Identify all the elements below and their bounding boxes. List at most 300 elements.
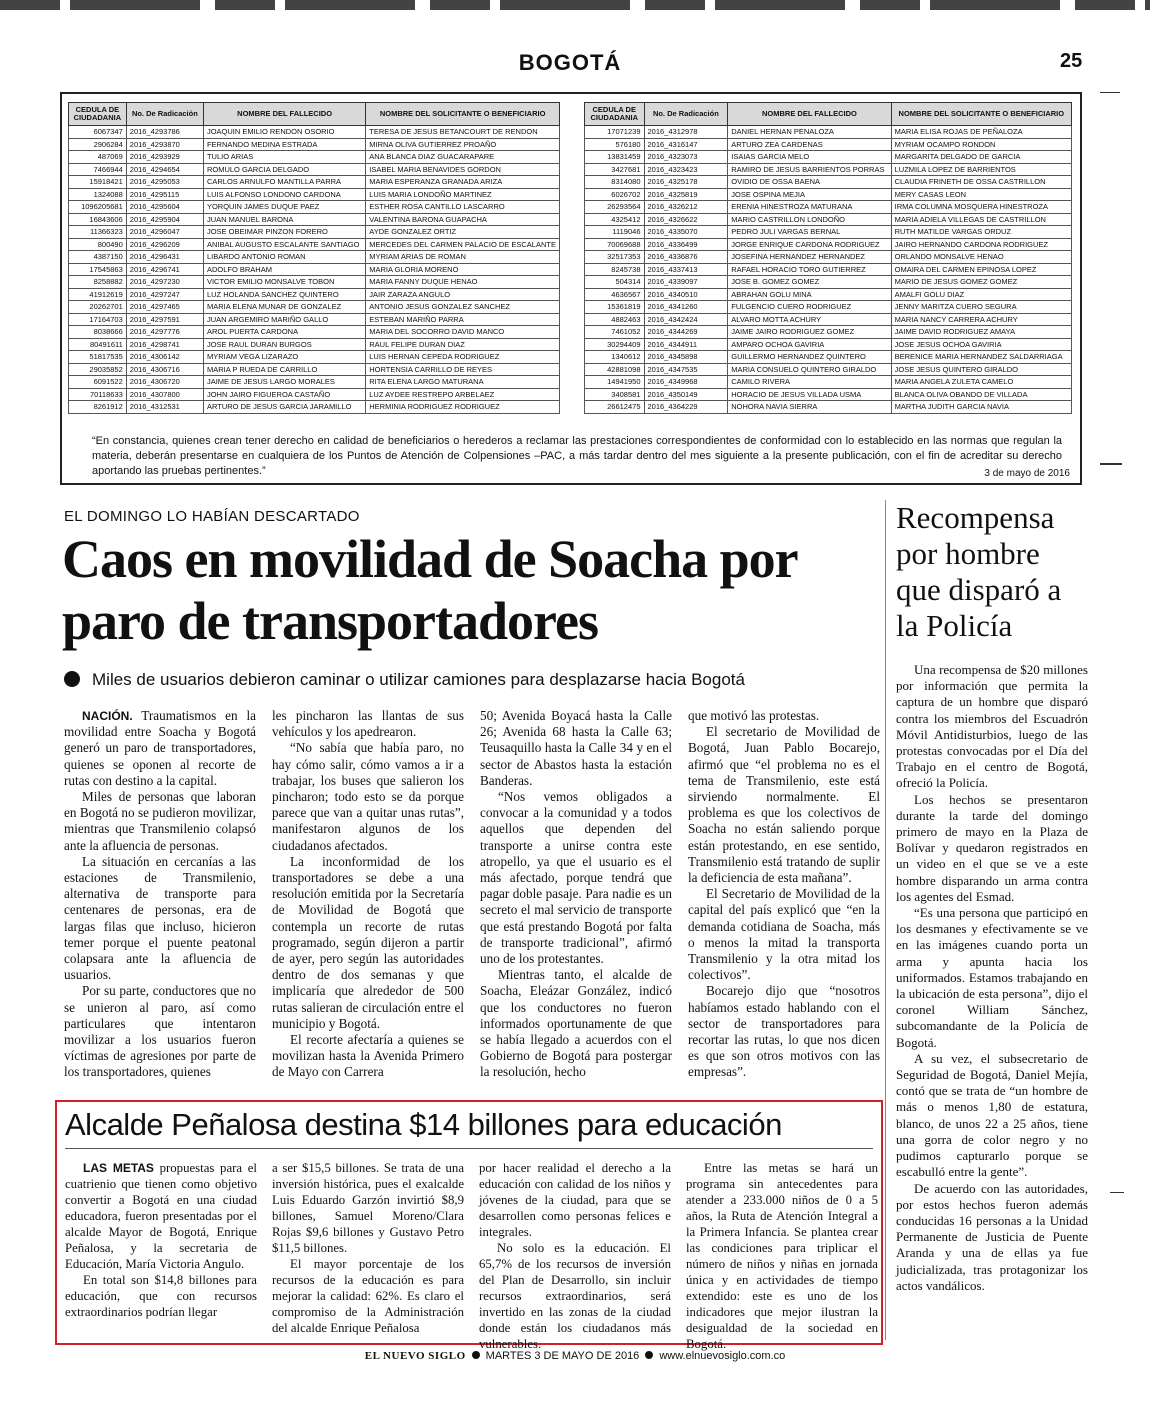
article-deck-text: Miles de usuarios debieron caminar o utilizar camiones para desplazarse hacia Bogotá [92, 670, 745, 689]
table-header-cell: CEDULA DE CIUDADANIA [69, 103, 127, 126]
table-cell: ORLANDO MONSALVE HENAO [891, 251, 1071, 264]
table-cell: ADOLFO BRAHAM [203, 263, 365, 276]
table-row [585, 388, 1072, 401]
table-cell: MARIO CASTRILLON LONDOÑO [728, 213, 891, 226]
table-cell: 2016_4344269 [644, 326, 728, 339]
table-cell: LUZ HOLANDA SANCHEZ QUINTERO [203, 288, 365, 301]
table-cell: 16843606 [69, 213, 127, 226]
table-row [69, 401, 560, 414]
table-row [585, 163, 1072, 176]
table-cell: HORACIO DE JESUS VILLADA USMA [728, 388, 891, 401]
table-cell: MYRIAM OCAMPO RONDON [891, 138, 1071, 151]
table-cell: 2016_4306720 [126, 376, 203, 389]
table-cell: MARIA GLORIA MORENO [366, 263, 560, 276]
table-cell: AYDE GONZALEZ ORTIZ [366, 226, 560, 239]
table-cell: ABRAHAN GOLU MINA [728, 288, 891, 301]
top-masthead-strip [0, 0, 1150, 10]
table-cell: 6026702 [585, 188, 645, 201]
table-cell: 8261912 [69, 401, 127, 414]
table-cell: ARTURO ZEA CARDENAS [728, 138, 891, 151]
table-cell: 7461052 [585, 326, 645, 339]
education-column-3 [479, 1160, 671, 1352]
table-cell: 8258882 [69, 276, 127, 289]
table-row [69, 376, 560, 389]
table-cell: RAFAEL HORACIO TORO GUTIERREZ [728, 263, 891, 276]
table-cell: MIRNA OLIVA GUTIERREZ PROAÑO [366, 138, 560, 151]
paragraph: Una recompensa de $20 millones por información que permita la captura de un hombre que disparó contra los miembros del Escuadrón Móvil Antidisturbios, luego de las protestas convocadas por el Día del Trabajo en el centro de Bogotá, ofreció la Policía. [896, 662, 1088, 791]
table-row [69, 176, 560, 189]
table-cell: 8038666 [69, 326, 127, 339]
table-cell: ISAIAS GARCIA MELO [728, 151, 891, 164]
table-cell: DANIEL HERNAN PENALOZA [728, 126, 891, 139]
table-cell: AMALFI GOLU DIAZ [891, 288, 1071, 301]
table-cell: RAMIRO DE JESUS BARRIENTOS PORRAS [728, 163, 891, 176]
table-cell: LIBARDO ANTONIO ROMAN [203, 251, 365, 264]
table-cell: JAIR ZARAZA ANGULO [366, 288, 560, 301]
table-cell: 2016_4326212 [644, 201, 728, 214]
paragraph-text: que motivó las protestas. [688, 708, 820, 723]
table-cell: 2016_4312531 [126, 401, 203, 414]
table-cell: VALENTINA BARONA GUAPACHA [366, 213, 560, 226]
table-header-cell: No. De Radicación [644, 103, 728, 126]
table-cell: ISABEL MARIA BENAVIDES GORDON [366, 163, 560, 176]
table-cell: LUZMILA LOPEZ DE BARRIENTOS [891, 163, 1071, 176]
table-cell: 2016_4306142 [126, 351, 203, 364]
table-cell: 41912619 [69, 288, 127, 301]
table-cell: MYRIAM ARIAS DE ROMAN [366, 251, 560, 264]
table-cell: FERNANDO MEDINA ESTRADA [203, 138, 365, 151]
table-cell: JOSE OSPINA MEJIA [728, 188, 891, 201]
table-header-cell: NOMBRE DEL FALLECIDO [728, 103, 891, 126]
table-row [585, 363, 1072, 376]
table-cell: 2016_4345898 [644, 351, 728, 364]
table-cell: 2016_4297230 [126, 276, 203, 289]
table-cell: 2016_4323073 [644, 151, 728, 164]
table-cell: 2016_4295904 [126, 213, 203, 226]
paragraph-text: La inconformidad de los transportadores se debe a una resolución emitida por la Secretaría de Movilidad de Bogotá que contempla un recorte de rutas programado, según dijeron a partir de ayer, pero según las autoridades dentro de dos semanas y que implicaría que alrededor de 500 rutas salieran de circulación entre el municipio y Bogotá. [272, 853, 464, 1031]
table-row [69, 288, 560, 301]
table-cell: 11366323 [69, 226, 127, 239]
table-row [69, 351, 560, 364]
table-row [69, 338, 560, 351]
table-cell: JOSEFINA HERNANDEZ HERNANDEZ [728, 251, 891, 264]
paragraph-lead: LAS METAS [83, 1161, 154, 1175]
paragraph: A su vez, el subsecretario de Seguridad de Bogotá, Daniel Mejía, contó que se trata de “un hombre de más o menos 1,80 de estatura, blanco, de unos 22 a 25 años, tiene una gorra de color negro y no pudimos capturarlo porque se escabulló entre la gente”. [896, 1050, 1088, 1180]
table-cell: JOSE B. GOMEZ GOMEZ [728, 276, 891, 289]
paragraph-text: “Nos vemos obligados a convocar a la comunidad y a todos aquellos que dependen del transporte a unirse contra este atropello, ya que el usuario es el más afectado, porque tendrá que pagar doble pasaje. Para nadie es un secreto el mal servicio de transporte que está prestando Bogotá por falta de transporte tradicional”, afirmó uno de los protestantes. [480, 789, 672, 967]
table-cell: CLAUDIA FRINETH DE OSSA CASTRILLON [891, 176, 1071, 189]
table-cell: 26612475 [585, 401, 645, 414]
paragraph-text: El mayor porcentaje de los recursos de la educación es para mejorar la calidad: 62%. Es claro el compromiso de la Administración del alcalde Enrique Peñalosa [272, 1257, 464, 1335]
table-row [585, 401, 1072, 414]
paragraph [479, 1240, 671, 1352]
paragraph [686, 1160, 878, 1352]
table-cell: 1340612 [585, 351, 645, 364]
table-cell: 2016_4312978 [644, 126, 728, 139]
page-footer [0, 1350, 1150, 1362]
education-column-4 [686, 1160, 878, 1352]
table-cell: MARIA NANCY CARRERA ACHURY [891, 313, 1071, 326]
table-cell: TULIO ARIAS [203, 151, 365, 164]
paragraph-text: Por su parte, conductores que no se unieron al paro, así como particulares que intentaron movilizar a los usuarios fueron víctimas de agresiones por parte de los transportadores, quienes [64, 983, 256, 1080]
table-cell: 2906284 [69, 138, 127, 151]
table-cell: 29035852 [69, 363, 127, 376]
table-row [585, 226, 1072, 239]
table-cell: OMAIRA DEL CARMEN EPINOSA LOPEZ [891, 263, 1071, 276]
table-cell: 32517353 [585, 251, 645, 264]
paragraph [272, 1032, 464, 1081]
table-cell: 2016_4325819 [644, 188, 728, 201]
paragraph-text: Miles de personas que laboran en Bogotá no se pudieron movilizar, mientras que Transmilenio colapsó ante la afluencia de personas. [64, 789, 256, 853]
table-row [69, 201, 560, 214]
table-cell: RUTH MATILDE VARGAS ORDUZ [891, 226, 1071, 239]
table-cell: MARGARITA DELGADO DE GARCIA [891, 151, 1071, 164]
table-row [585, 138, 1072, 151]
table-cell: JUAN MANUEL BARONA [203, 213, 365, 226]
table-cell: LUZ AYDEE RESTREPO ARBELAEZ [366, 388, 560, 401]
table-cell: 2016_4297776 [126, 326, 203, 339]
table-row [69, 363, 560, 376]
table-row [585, 338, 1072, 351]
table-row [69, 188, 560, 201]
education-headline: Alcalde Peñalosa destina $14 billones para educación [65, 1107, 782, 1142]
table-cell: 2016_4297247 [126, 288, 203, 301]
table-header-cell: NOMBRE DEL SOLICITANTE O BENEFICIARIO [366, 103, 560, 126]
paragraph-text: Bocarejo dijo que “nosotros habíamos estado hablando con el sector de transportadores para recortar las rutas, lo que nos dicen es que son otros motivos con las empresas”. [688, 983, 880, 1080]
table-row [69, 388, 560, 401]
table-cell: 2016_4316147 [644, 138, 728, 151]
table-cell: LUIS MARIA LONDOÑO MARTINEZ [366, 188, 560, 201]
paragraph-text: El recorte afectaría a quienes se movilizan hasta la Avenida Primero de Mayo con Carrera [272, 1032, 464, 1080]
table-cell: MARIA ESPERANZA GRANADA ARIZA [366, 176, 560, 189]
paragraph-text: 50; Avenida Boyacá hasta la Calle 26; Avenida 68 hasta la Calle 63; Teusaquillo hasta la Calle 34 y en el sector de Abastos hasta la estación Banderas. [480, 708, 672, 788]
side-article-headline: Recompensa por hombre que disparó a la Policía [896, 500, 1062, 643]
paragraph-text: a ser $15,5 billones. Se trata de una inversión histórica, pues el exalcalde Luis Eduardo Garzón invirtió $8,9 billones, Samuel Moreno/Clara Rojas $9,6 billones y Gustavo Petro $11,5 billones. [272, 1161, 464, 1255]
paragraph-lead: NACIÓN. [82, 709, 133, 723]
table-row [69, 326, 560, 339]
table-cell: JAIME DE JESUS LARGO MORALES [203, 376, 365, 389]
table-row [69, 151, 560, 164]
table-cell: 2016_4297591 [126, 313, 203, 326]
table-cell: 13831459 [585, 151, 645, 164]
page-number: 25 [1060, 50, 1083, 72]
table-cell: 8245738 [585, 263, 645, 276]
table-cell: ESTHER ROSA CANTILLO LASCARRO [366, 201, 560, 214]
table-row [585, 288, 1072, 301]
table-cell: 2016_4296741 [126, 263, 203, 276]
paragraph-text: En total son $14,8 billones para educación, que con recursos extraordinarios podrían llegar [65, 1273, 257, 1319]
table-cell: GUILLERMO HERNANDEZ QUINTERO [728, 351, 891, 364]
table-cell: MARIA ANGELA ZULETA CAMELO [891, 376, 1071, 389]
table-cell: 2016_4297465 [126, 301, 203, 314]
table-cell: 2016_4344911 [644, 338, 728, 351]
table-row [585, 351, 1072, 364]
paragraph [688, 983, 880, 1080]
table-cell: 30294409 [585, 338, 645, 351]
table-cell: JOAQUIN EMILIO RENDON OSORIO [203, 126, 365, 139]
table-cell: 4387150 [69, 251, 127, 264]
paragraph-text: les pincharon las llantas de sus vehículos y los apedrearon. [272, 708, 464, 740]
table-cell: HERMINIA RODRIGUEZ RODRIGUEZ [366, 401, 560, 414]
table-cell: MARIA ADIELA VILLEGAS DE CASTRILLON [891, 213, 1071, 226]
table-row [585, 313, 1072, 326]
table-cell: MERCEDES DEL CARMEN PALACIO DE ESCALANTE [366, 238, 560, 251]
section-title: BOGOTÁ [518, 50, 622, 75]
table-cell: 80491611 [69, 338, 127, 351]
table-cell: LUIS ALFONSO LONDONO CARDONA [203, 188, 365, 201]
table-row [585, 238, 1072, 251]
table-cell: 2016_4335070 [644, 226, 728, 239]
table-cell: JOSE RAUL DURAN BURGOS [203, 338, 365, 351]
table-row [585, 276, 1072, 289]
table-cell: YORQUIN JAMES DUQUE PAEZ [203, 201, 365, 214]
article-column-2 [272, 708, 464, 1081]
paragraph [480, 708, 672, 789]
table-row [69, 263, 560, 276]
margin-mark [1110, 1192, 1124, 1193]
beneficiaries-table-left [68, 102, 560, 414]
table-cell: OVIDIO DE OSSA BAENA [728, 176, 891, 189]
paragraph-text: El secretario de Movilidad de Bogotá, Juan Pablo Bocarejo, afirmó que “el problema no es el tema de Transmilenio, este está sirviendo normalmente. El problema es que los colectivos de Soacha no están saliendo porque están protestando, en ese sentido, Transmilenio está tratando de suplir la deficiencia de esta mañana”. [688, 724, 880, 886]
column-divider [885, 500, 886, 1340]
table-cell: ANTONIO JESUS GONZALEZ SANCHEZ [366, 301, 560, 314]
table-row [69, 138, 560, 151]
table-cell: MARIA ELENA MUNAR DE GONZALEZ [203, 301, 365, 314]
bullet-icon [64, 671, 80, 687]
table-row [585, 126, 1072, 139]
beneficiaries-table-right [584, 102, 1072, 414]
paragraph [272, 1256, 464, 1336]
paragraph-text: Entre las metas se hará un programa sin antecedentes para atender a 233.000 niños de 0 a 5 años, la Ruta de Atención Integral a la Primera Infancia. Se plantea crear las condiciones para triplicar el número de niños y niñas en jornada única y en actividades de tiempo extendido: este es uno de los indicadores que mejor ilustran la desigualdad de la sociedad en Bogotá. [686, 1161, 878, 1351]
article-column-3 [480, 708, 672, 1081]
table-cell: 17164703 [69, 313, 127, 326]
table-row [585, 301, 1072, 314]
table-cell: 2016_4323423 [644, 163, 728, 176]
table-cell: 2016_4349968 [644, 376, 728, 389]
paragraph [64, 854, 256, 984]
table-cell: 17545863 [69, 263, 127, 276]
paragraph [65, 1272, 257, 1320]
bullet-icon [645, 1351, 653, 1359]
margin-mark [1100, 463, 1122, 465]
paragraph [272, 708, 464, 740]
paragraph-text: por hacer realidad el derecho a la educación con calidad de los niños y jóvenes de la ciudad, para que se desarrollen como personas felices e integrales. [479, 1161, 671, 1239]
table-cell: MERY CASAS LEON [891, 188, 1071, 201]
table-cell: CAMILO RIVERA [728, 376, 891, 389]
table-row [585, 376, 1072, 389]
table-cell: 2016_4294654 [126, 163, 203, 176]
table-cell: BERENICE MARIA HERNANDEZ SALDARRIAGA [891, 351, 1071, 364]
table-cell: MARIA P RUEDA DE CARRILLO [203, 363, 365, 376]
colpensiones-notice-box [60, 92, 1082, 485]
table-cell: JORGE ENRIQUE CARDONA RODRIGUEZ [728, 238, 891, 251]
table-cell: 2016_4336876 [644, 251, 728, 264]
table-row [69, 226, 560, 239]
paragraph [65, 1160, 257, 1272]
table-cell: CARLOS ARNULFO MANTILLA PARRA [203, 176, 365, 189]
paragraph: Los hechos se presentaron durante la tarde del domingo primero de mayo en la Plaza de Bolívar y quedaron registrados en un video en el que se ve a este hombre disparando un arma contra los agentes del Esmad. [896, 791, 1088, 904]
table-cell: 20262701 [69, 301, 127, 314]
table-row [69, 213, 560, 226]
table-row [69, 276, 560, 289]
table-cell: JOSE JESUS QUINTERO GIRALDO [891, 363, 1071, 376]
table-cell: ESTEBAN MARIÑO PARRA [366, 313, 560, 326]
table-cell: BLANCA OLIVA OBANDO DE VILLADA [891, 388, 1071, 401]
table-row [585, 188, 1072, 201]
table-cell: 70069688 [585, 238, 645, 251]
paragraph-text: Traumatismos en la movilidad entre Soacha y Bogotá generó un paro de transportadores, quienes se oponen al recorte de rutas con destino a la capital. [64, 708, 256, 788]
footer-site: www.elnuevosiglo.com.co [659, 1350, 786, 1362]
table-row [585, 201, 1072, 214]
table-header-cell: CEDULA DE CIUDADANIA [585, 103, 645, 126]
article-column-4 [688, 708, 880, 1081]
table-cell: JAIME DAVID RODRIGUEZ AMAYA [891, 326, 1071, 339]
table-cell: 2016_4350149 [644, 388, 728, 401]
table-cell: 6067347 [69, 126, 127, 139]
table-cell: HORTENSIA CARRILLO DE REYES [366, 363, 560, 376]
table-cell: 42881098 [585, 363, 645, 376]
paragraph [64, 789, 256, 854]
education-column-2 [272, 1160, 464, 1336]
table-row [69, 126, 560, 139]
table-cell: AMPARO OCHOA GAVIRIA [728, 338, 891, 351]
table-cell: 2016_4295604 [126, 201, 203, 214]
paragraph [688, 886, 880, 983]
table-cell: 2016_4347535 [644, 363, 728, 376]
table-cell: MARIO DE JESUS GOMEZ GOMEZ [891, 276, 1071, 289]
education-article-box [55, 1100, 883, 1351]
table-cell: JOSE OBEIMAR PINZON FORERO [203, 226, 365, 239]
table-row [69, 163, 560, 176]
paragraph [479, 1160, 671, 1240]
table-cell: RITA ELENA LARGO MATURANA [366, 376, 560, 389]
article-column-1 [64, 708, 256, 1081]
notice-text: “En constancia, quienes crean tener derecho en calidad de beneficiarios o herederos a reclamar las prestaciones correspondientes de conformidad con lo establecido en las normas que regulan la materia, deberán presentarse en cualquiera de los Puntos de Atención de Colpensiones –PAC, a más tardar dentro del mes siguiente a la presente publicación, con el fin de acreditar su derecho aportando las pruebas pertinentes.” [92, 435, 1062, 477]
table-cell: 4882463 [585, 313, 645, 326]
table-cell: JENNY MARITZA CUERO SEGURA [891, 301, 1071, 314]
footer-paper-name: EL NUEVO SIGLO [364, 1350, 466, 1362]
paragraph-text: propuestas para el cuatrienio que tienen como objetivo convertir a Bogotá en una ciudad educadora, fueron presentadas por el alcalde Mayor de Bogotá, Enrique Peñalosa, y la secretaria de Educación, María Victoria Angulo. [65, 1161, 257, 1271]
table-cell: 2016_4295053 [126, 176, 203, 189]
table-cell: 2016_4339097 [644, 276, 728, 289]
table-row [585, 176, 1072, 189]
table-cell: 487069 [69, 151, 127, 164]
table-cell: 70118633 [69, 388, 127, 401]
table-cell: NOHORA NAVIA SIERRA [728, 401, 891, 414]
table-cell: JUAN ARGEMIRO MARIÑO GALLO [203, 313, 365, 326]
table-cell: 7466944 [69, 163, 127, 176]
table-cell: 2016_4296047 [126, 226, 203, 239]
education-rule [65, 1148, 873, 1149]
table-cell: 15361819 [585, 301, 645, 314]
table-cell: MARTHA JUDITH GARCIA NAVIA [891, 401, 1071, 414]
table-cell: TERESA DE JESUS BETANCOURT DE RENDON [366, 126, 560, 139]
table-cell: VICTOR EMILIO MONSALVE TOBON [203, 276, 365, 289]
table-cell: ROMULO GARCIA DELGADO [203, 163, 365, 176]
table-cell: 2016_4336499 [644, 238, 728, 251]
table-cell: 2016_4306716 [126, 363, 203, 376]
paragraph [272, 740, 464, 853]
table-cell: 2016_4325178 [644, 176, 728, 189]
table-header-cell: No. De Radicación [126, 103, 203, 126]
table-cell: 3408581 [585, 388, 645, 401]
paragraph-text: El Secretario de Movilidad de la capital del país explicó que “en la demanda cotidiana de Soacha, más o menos la mitad la transporta Transmilenio y la otra mitad los colectivos”. [688, 886, 880, 983]
table-header-cell: NOMBRE DEL FALLECIDO [203, 103, 365, 126]
bullet-icon [472, 1351, 480, 1359]
paragraph [688, 708, 880, 724]
paragraph: De acuerdo con las autoridades, por estos hechos fueron además conducidas 16 personas a la Unidad Permanente de Justicia de Puente Aranda y una de ellas ya fue judicializada, tras protagonizar los actos vandálicos. [896, 1180, 1088, 1293]
table-row [585, 251, 1072, 264]
table-cell: 2016_4326622 [644, 213, 728, 226]
notice-date: 3 de mayo de 2016 [984, 468, 1070, 479]
table-header-cell: NOMBRE DEL SOLICITANTE O BENEFICIARIO [891, 103, 1071, 126]
table-cell: FULGENCIO CUERO RODRIGUEZ [728, 301, 891, 314]
table-cell: 1119046 [585, 226, 645, 239]
table-row [585, 151, 1072, 164]
paragraph [272, 1160, 464, 1256]
table-cell: PEDRO JULI VARGAS BERNAL [728, 226, 891, 239]
table-cell: 504314 [585, 276, 645, 289]
margin-mark [1100, 92, 1120, 93]
table-cell: 1096205681 [69, 201, 127, 214]
table-cell: 2016_4293870 [126, 138, 203, 151]
table-cell: 2016_4341260 [644, 301, 728, 314]
table-cell: 17071239 [585, 126, 645, 139]
paragraph [480, 789, 672, 967]
table-cell: MYRIAM VEGA LIZARAZO [203, 351, 365, 364]
table-cell: MARIA DEL SOCORRO DAVID MANCO [366, 326, 560, 339]
table-cell: 800490 [69, 238, 127, 251]
paragraph-text: La situación en cercanías a las estaciones de Transmilenio, alternativa de transporte para centenares de personas, era de largas filas que incluso, hicieron temer porque el puente peatonal colapsara ante la afluencia de usuarios. [64, 853, 256, 983]
table-cell: ANIBAL AUGUSTO ESCALANTE SANTIAGO [203, 238, 365, 251]
table-cell: 2016_4340510 [644, 288, 728, 301]
education-column-1 [65, 1160, 257, 1320]
table-cell: ERENIA HINESTROZA MATURANA [728, 201, 891, 214]
table-row [585, 326, 1072, 339]
table-cell: 2016_4298741 [126, 338, 203, 351]
article-headline: Caos en movilidad de Soacha por paro de transportadores [62, 529, 797, 651]
article-deck [64, 670, 864, 690]
table-cell: JAIME JAIRO RODRIGUEZ GOMEZ [728, 326, 891, 339]
table-cell: 15918421 [69, 176, 127, 189]
table-cell: 2016_4293929 [126, 151, 203, 164]
table-cell: 6091522 [69, 376, 127, 389]
table-cell: 2016_4296209 [126, 238, 203, 251]
paragraph [272, 854, 464, 1032]
table-cell: 4636567 [585, 288, 645, 301]
table-cell: 1324088 [69, 188, 127, 201]
table-cell: ALVARO MOTTA ACHURY [728, 313, 891, 326]
table-row [69, 301, 560, 314]
table-cell: ANA BLANCA DIAZ GUACARAPARE [366, 151, 560, 164]
paragraph-text: No solo es la educación. El 65,7% de los recursos de inversión del Plan de Desarrollo, sin incluir recursos extraordinarios, será invertido en las zonas de la ciudad donde están los ciudadanos más vulnerables. [479, 1241, 671, 1351]
table-cell: JOSE JESUS OCHOA GAVIRIA [891, 338, 1071, 351]
paragraph [688, 724, 880, 886]
table-cell: MARIA CONSUELO QUINTERO GIRALDO [728, 363, 891, 376]
table-cell: 2016_4364229 [644, 401, 728, 414]
table-cell: AROL PUERTA CARDONA [203, 326, 365, 339]
article-kicker: EL DOMINGO LO HABÍAN DESCARTADO [64, 508, 360, 525]
table-cell: JAIRO HERNANDO CARDONA RODRIGUEZ [891, 238, 1071, 251]
table-cell: 2016_4307800 [126, 388, 203, 401]
table-cell: 14941950 [585, 376, 645, 389]
table-row [69, 238, 560, 251]
table-row [69, 251, 560, 264]
table-cell: 4325412 [585, 213, 645, 226]
table-row [585, 263, 1072, 276]
table-row [585, 213, 1072, 226]
table-row [69, 313, 560, 326]
